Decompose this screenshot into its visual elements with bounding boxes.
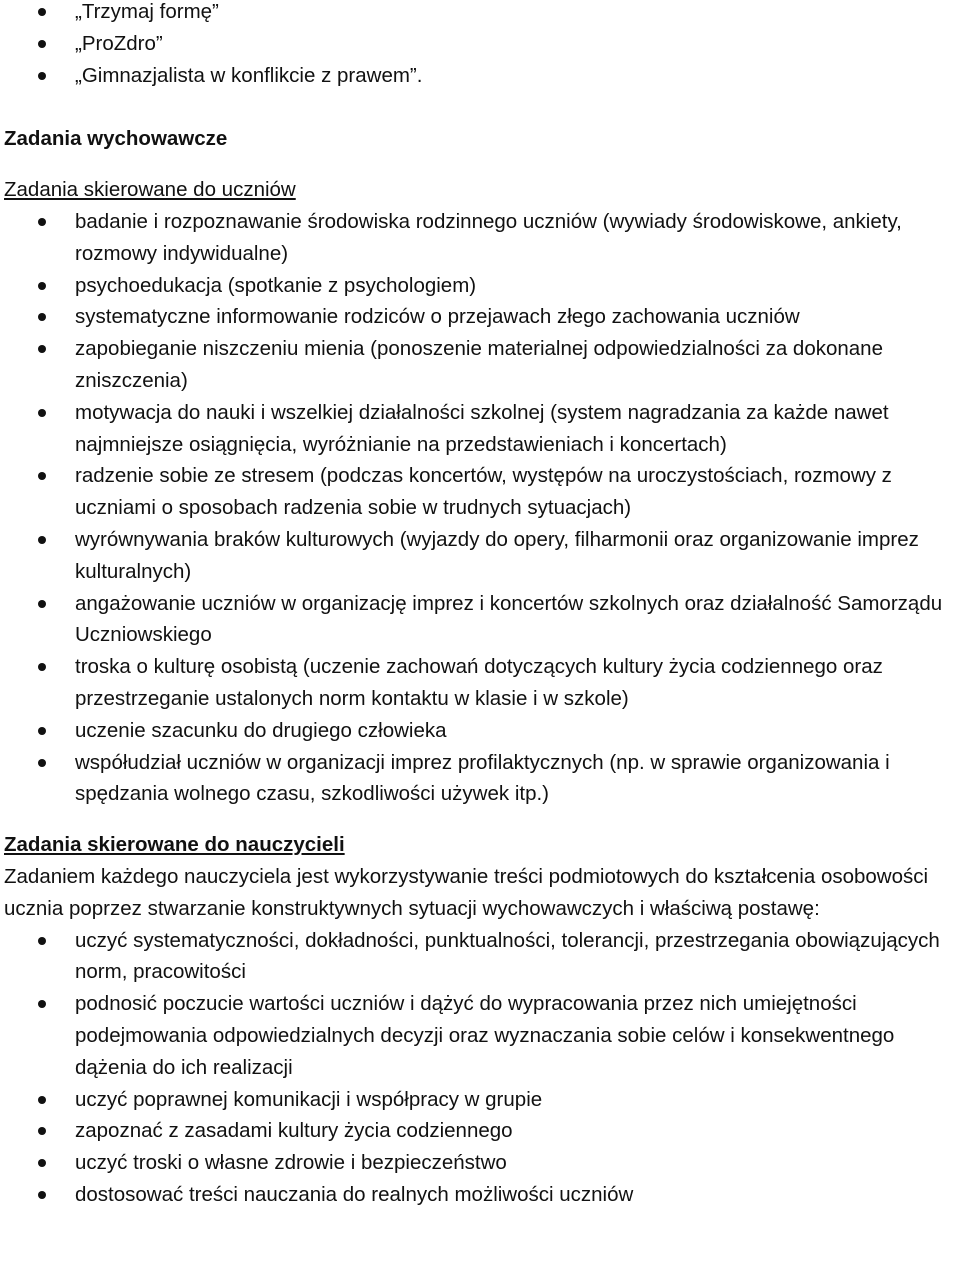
bullet-icon xyxy=(38,40,46,48)
list-item: angażowanie uczniów w organizację imprez i koncertów szkolnych oraz działalność Samorządu Uczniowskiego xyxy=(4,588,960,652)
list-item: troska o kulturę osobistą (uczenie zachowań dotyczących kultury życia codziennego oraz przestrzeganie ustalonych norm kontaktu w klasie i w szkole) xyxy=(4,651,960,715)
teachers-heading: Zadania skierowane do nauczycieli xyxy=(4,833,345,857)
bullet-icon xyxy=(38,8,46,16)
bullet-icon xyxy=(38,1127,46,1135)
list-item: „ProZdro” xyxy=(4,28,960,60)
bullet-icon xyxy=(38,1096,46,1104)
bullet-icon xyxy=(38,600,46,608)
bullet-icon xyxy=(38,536,46,544)
list-item: uczyć poprawnej komunikacji i współpracy w grupie xyxy=(4,1084,960,1116)
teachers-intro: Zadaniem każdego nauczyciela jest wykorzystywanie treści podmiotowych do kształcenia osobowości ucznia poprzez stwarzanie konstruktywnych sytuacji wychowawczych i właściwą postawę: xyxy=(4,864,929,920)
bullet-icon xyxy=(38,72,46,80)
program-list xyxy=(4,0,960,91)
bullet-icon xyxy=(38,218,46,226)
bullet-icon xyxy=(38,759,46,767)
list-item: podnosić poczucie wartości uczniów i dążyć do wypracowania przez nich umiejętności podejmowania odpowiedzialnych decyzji oraz wyznaczania sobie celów i konsekwentnego dążenia do ich realizacji xyxy=(4,988,960,1083)
bullet-icon xyxy=(38,472,46,480)
bullet-icon xyxy=(38,1191,46,1199)
list-item: psychoedukacja (spotkanie z psychologiem) xyxy=(4,270,960,302)
list-item: „Gimnazjalista w konflikcie z prawem”. xyxy=(4,60,960,92)
list-item: systematyczne informowanie rodziców o przejawach złego zachowania uczniów xyxy=(4,301,960,333)
bullet-icon xyxy=(38,1000,46,1008)
teachers-task-list xyxy=(4,925,960,1211)
bullet-icon xyxy=(38,282,46,290)
bullet-icon xyxy=(38,409,46,417)
students-task-list xyxy=(4,206,960,810)
list-item: współudział uczniów w organizacji imprez profilaktycznych (np. w sprawie organizowania i spędzania wolnego czasu, szkodliwości używek itp.) xyxy=(4,747,960,811)
bullet-icon xyxy=(38,663,46,671)
list-item: badanie i rozpoznawanie środowiska rodzinnego uczniów (wywiady środowiskowe, ankiety, rozmowy indywidualne) xyxy=(4,206,960,270)
list-item: zapobieganie niszczeniu mienia (ponoszenie materialnej odpowiedzialności za dokonane zniszczenia) xyxy=(4,333,960,397)
bullet-icon xyxy=(38,1159,46,1167)
bullet-icon xyxy=(38,937,46,945)
list-item: radzenie sobie ze stresem (podczas koncertów, występów na uroczystościach, rozmowy z uczniami o sposobach radzenia sobie w trudnych sytuacjach) xyxy=(4,460,960,524)
bullet-icon xyxy=(38,727,46,735)
section-title: Zadania wychowawcze xyxy=(4,127,228,151)
students-heading: Zadania skierowane do uczniów xyxy=(4,178,296,202)
list-item: zapoznać z zasadami kultury życia codziennego xyxy=(4,1115,960,1147)
bullet-icon xyxy=(38,313,46,321)
list-item: motywacja do nauki i wszelkiej działalności szkolnej (system nagradzania za każde nawet najmniejsze osiągnięcia, wyróżnianie na przedstawieniach i koncertach) xyxy=(4,397,960,461)
list-item: uczenie szacunku do drugiego człowieka xyxy=(4,715,960,747)
list-item: „Trzymaj formę” xyxy=(4,0,960,28)
list-item: dostosować treści nauczania do realnych możliwości uczniów xyxy=(4,1179,960,1211)
bullet-icon xyxy=(38,345,46,353)
list-item: uczyć troski o własne zdrowie i bezpieczeństwo xyxy=(4,1147,960,1179)
list-item: wyrównywania braków kulturowych (wyjazdy do opery, filharmonii oraz organizowanie imprez kulturalnych) xyxy=(4,524,960,588)
list-item: uczyć systematyczności, dokładności, punktualności, tolerancji, przestrzegania obowiązujących norm, pracowitości xyxy=(4,925,960,989)
